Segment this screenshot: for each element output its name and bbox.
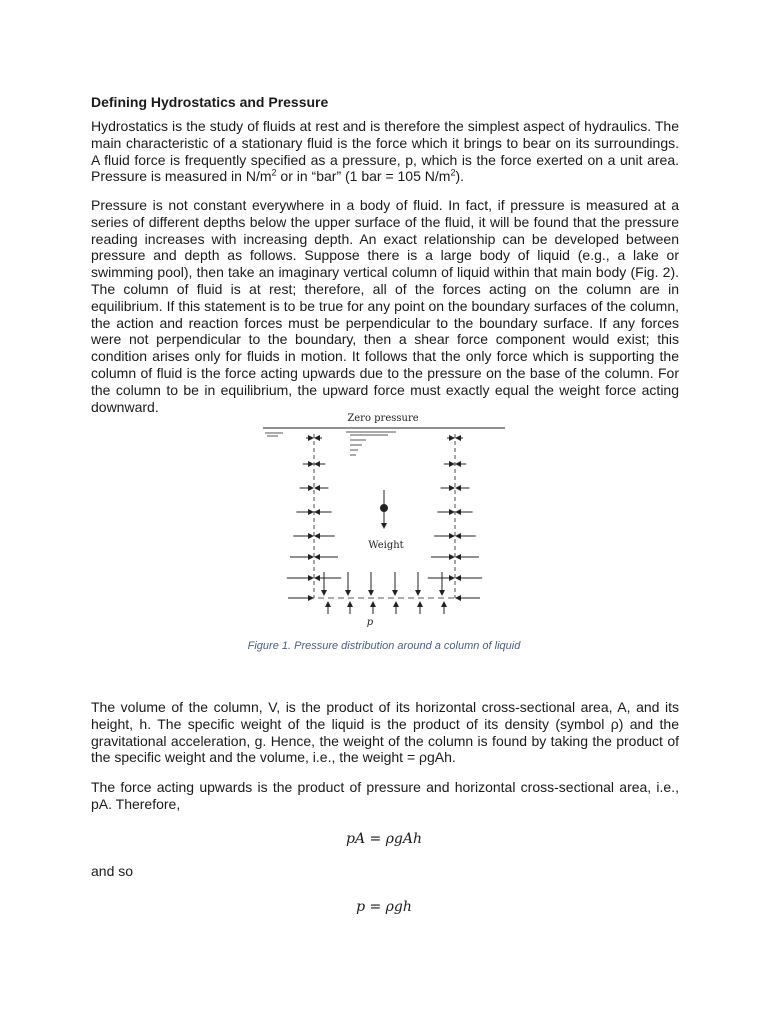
paragraph-volume: The volume of the column, V, is the product of its horizontal cross-sectional area, A, and its height, h. The specific weight of the liquid is the product of its density (symbol ρ) and the gravitational acceleration, g. Hence, the weight of the column is found by taking the product of the specific weight and the volume, i.e., the weight = ρgAh. — [91, 699, 679, 766]
zero-pressure-label: Zero pressure — [347, 413, 419, 424]
pressure-label: p — [366, 617, 374, 628]
figure-caption: Figure 1. Pressure distribution around a column of liquid — [247, 640, 521, 652]
surface-hatch — [265, 432, 396, 455]
paragraph-pressure-depth: Pressure is not constant everywhere in a body of fluid. In fact, if pressure is measured at a series of different depths below the upper surface of the fluid, it will be found that the pressure reading increases with increasing depth. An exact relationship can be developed between pressure and depth as follows. Suppose there is a large body of liquid (e.g., a lake or swimming pool), then take an imaginary vertical column of liquid within that main body (Fig. 2). The column of fluid is at rest; therefore, all of the forces acting on the column are in equilibrium. If this statement is to be true for any point on the boundary surfaces of the column, the action and reaction forces must be perpendicular to the boundary surface. If any forces were not perpendicular to the boundary, then a shear force component would exist; this condition arises only for fluids in motion. It follows that the only force which is supporting the column of fluid is the force acting upwards due to the pressure on the base of the column. For the column to be in equilibrium, the upward force must exactly equal the weight force acting downward. — [91, 197, 679, 415]
paragraph-force: The force acting upwards is the product of pressure and horizontal cross-sectional area, i.e., pA. Therefore, — [91, 779, 679, 812]
equation-force-balance: pA = ρgAh — [345, 831, 423, 847]
equation-pressure: p = ρgh — [356, 899, 412, 915]
pressure-diagram — [258, 404, 508, 634]
intro-text: Hydrostatics is the study of fluids at rest and is therefore the simplest aspect of hydraulics. The main characteristic of a stationary fluid is the force which it brings to bear on its surroundings. A fluid force is frequently specified as a pressure, p, which is the force exerted on a unit area. Pressure is measured in N/m — [91, 118, 679, 185]
paragraph-intro — [91, 118, 679, 185]
intro-text-mid: or in “bar” (1 bar = 105 N/m — [276, 168, 451, 185]
superscript: 2 — [450, 167, 456, 178]
intro-text-end: ). — [455, 168, 465, 185]
base-pressure-arrows — [324, 572, 444, 614]
weight-label: Weight — [368, 540, 404, 551]
and-so-text: and so — [91, 863, 134, 879]
section-heading: Defining Hydrostatics and Pressure — [91, 94, 329, 110]
superscript: 2 — [271, 167, 277, 178]
